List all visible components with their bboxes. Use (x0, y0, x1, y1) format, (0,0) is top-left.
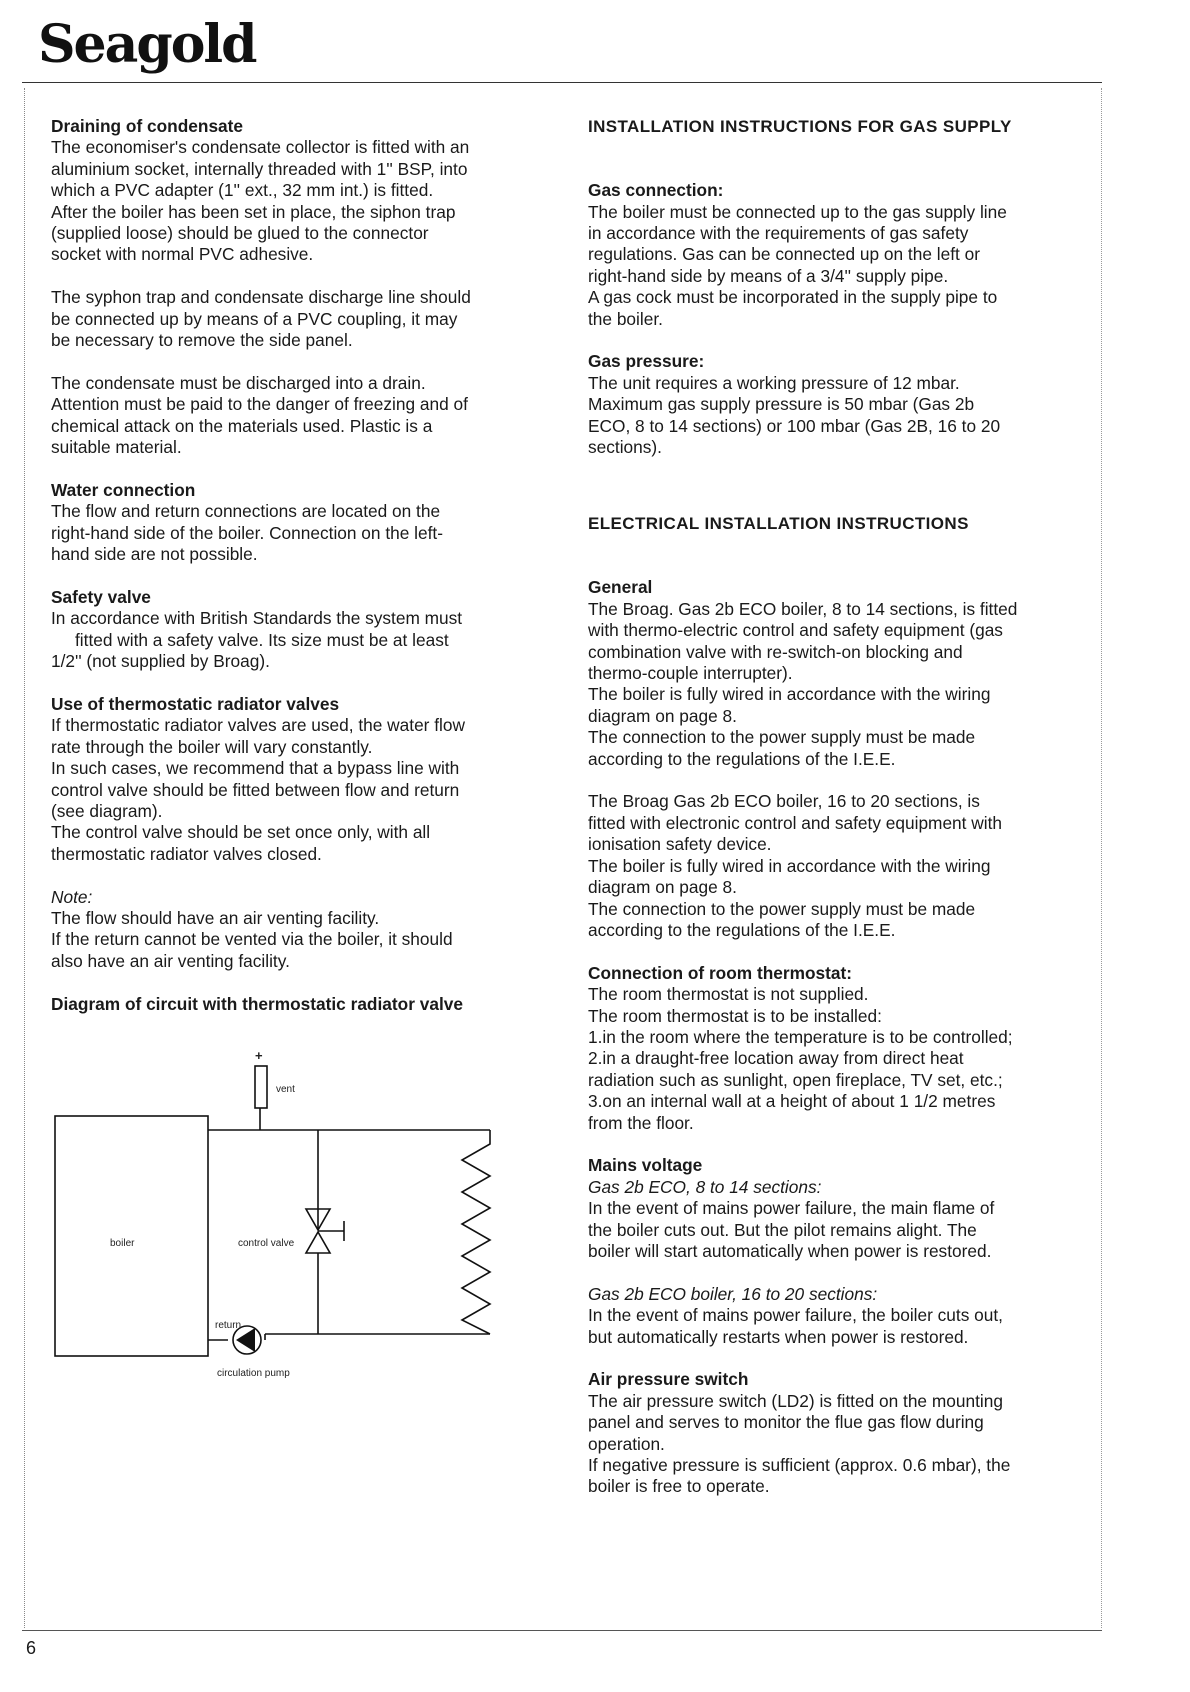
gas-pressure-section (588, 351, 1083, 458)
room-thermostat-title: Connection of room thermostat: (588, 962, 853, 983)
vent-plus-label: + (255, 1048, 263, 1063)
text-line: The unit requires a working pressure of 12 mbar. (588, 372, 960, 393)
control-valve-lower (306, 1232, 330, 1253)
text-line: In accordance with British Standards the system must (51, 608, 463, 629)
text-line: 2.in a draught-free location away from direct heat (588, 1048, 964, 1069)
text-line: be connected up by means of a PVC coupling, it may (51, 308, 458, 329)
text-line: chemical attack on the materials used. Plastic is a (51, 415, 433, 436)
note-section (51, 887, 546, 973)
draining-title: Draining of condensate (51, 116, 244, 136)
text-line: fitted with electronic control and safety equipment with (588, 812, 1003, 833)
text-line: In the event of mains power failure, the main flame of (588, 1198, 995, 1219)
text-line: right-hand side by means of a 3/4'' supply pipe. (588, 265, 949, 286)
text-line: The economiser's condensate collector is fitted with an (51, 137, 470, 158)
text-line: from the floor. (588, 1112, 694, 1133)
text-line: rate through the boiler will vary constantly. (51, 736, 373, 757)
text-line: The Broag Gas 2b ECO boiler, 16 to 20 sections, is (588, 791, 980, 812)
text-line: The room thermostat is not supplied. (588, 984, 869, 1005)
return-label: return (215, 1320, 242, 1331)
text-line: boiler will start automatically when power is restored. (588, 1240, 992, 1261)
text-line: The connection to the power supply must be made (588, 727, 976, 748)
text-line: in accordance with the requirements of gas safety (588, 223, 969, 243)
text-line: sections). (588, 437, 662, 458)
footer-rule (22, 1630, 1102, 1631)
text-line: The syphon trap and condensate discharge line should (51, 287, 471, 308)
text-line: operation. (588, 1433, 665, 1454)
header-rule (22, 82, 1102, 83)
gas-connection-section (588, 180, 1083, 330)
control-valve-label: control valve (238, 1238, 295, 1249)
text-line: In the event of mains power failure, the boiler cuts out, (588, 1305, 1003, 1326)
text-line: 1/2'' (not supplied by Broag). (51, 651, 270, 672)
text-line: If the return cannot be vented via the boiler, it should (51, 929, 453, 950)
radiator-coil (462, 1130, 490, 1334)
text-line: according to the regulations of the I.E.E. (588, 919, 896, 940)
text-line: regulations. Gas can be connected up on the left or (588, 244, 980, 265)
text-line: diagram on page 8. (588, 705, 737, 726)
note-label: Note: (51, 886, 93, 907)
text-line: A gas cock must be incorporated in the supply pipe to (588, 287, 998, 308)
text-line: radiation such as sunlight, open fireplace, TV set, etc.; (588, 1069, 1003, 1090)
text-line: aluminium socket, internally threaded with 1'' BSP, into (51, 158, 468, 179)
text-line: Attention must be paid to the danger of freezing and of (51, 394, 468, 415)
text-line: The air pressure switch (LD2) is fitted on the mounting (588, 1390, 1003, 1411)
text-line: The boiler is fully wired in accordance with the wiring (588, 855, 991, 876)
text-line: The Broag. Gas 2b ECO boiler, 8 to 14 sections, is fitted (588, 598, 1018, 619)
page-number: 6 (26, 1638, 37, 1658)
text-line: If negative pressure is sufficient (approx. 0.6 mbar), the (588, 1455, 1011, 1475)
gas-connection-title: Gas connection: (588, 180, 724, 201)
mains-voltage-section (588, 1155, 1083, 1348)
boiler-box (55, 1116, 208, 1356)
water-connection-section (51, 480, 546, 566)
text-line: ECO, 8 to 14 sections) or 100 mbar (Gas 2B, 16 to 20 (588, 415, 1001, 436)
text-line: The flow should have an air venting facility. (51, 907, 380, 928)
text-line: with thermo-electric control and safety equipment (gas (588, 620, 1003, 641)
boiler-label: boiler (110, 1238, 135, 1249)
text-line: the boiler. (588, 308, 663, 329)
water-connection-title: Water connection (51, 479, 196, 500)
text-line: The boiler must be connected up to the gas supply line (588, 201, 1007, 222)
text-line: thermo-couple interrupter). (588, 663, 793, 684)
text-line: control valve should be fitted between flow and return (51, 779, 460, 800)
text-line: the boiler cuts out. But the pilot remains alight. The (588, 1219, 977, 1240)
text-line: After the boiler has been set in place, the siphon trap (51, 201, 456, 222)
safety-valve-title: Safety valve (51, 586, 151, 607)
text-line: be necessary to remove the side panel. (51, 330, 353, 351)
page-border-right (1101, 88, 1102, 1628)
vent-body (255, 1066, 267, 1108)
text-line: also have an air venting facility. (51, 950, 290, 971)
text-line: The flow and return connections are located on the (51, 501, 441, 522)
mains-voltage-title: Mains voltage (588, 1155, 703, 1176)
text-line: If thermostatic radiator valves are used, the water flow (51, 715, 465, 736)
text-line: The connection to the power supply must be made (588, 898, 976, 919)
diagram-title: Diagram of circuit with thermostatic radiator valve (51, 993, 463, 1014)
text-line: right-hand side of the boiler. Connection on the left- (51, 522, 443, 543)
text-line: which a PVC adapter (1'' ext., 32 mm int.) is fitted. (51, 180, 434, 201)
text-line: diagram on page 8. (588, 877, 737, 898)
thermostatic-valves-title: Use of thermostatic radiator valves (51, 693, 340, 714)
draining-section (51, 116, 546, 458)
brand-logo: Seagold (38, 14, 256, 75)
circulation-pump-label: circulation pump (217, 1368, 290, 1379)
text-line: The control valve should be set once only, with all (51, 822, 431, 843)
text-line: fitted with a safety valve. Its size must be at least (75, 629, 449, 650)
safety-valve-section (51, 587, 546, 673)
text-line: The condensate must be discharged into a drain. (51, 372, 426, 393)
electrical-heading: ELECTRICAL INSTALLATION INSTRUCTIONS (588, 514, 969, 534)
text-line: (see diagram). (51, 800, 163, 821)
text-line: panel and serves to monitor the flue gas flow during (588, 1412, 984, 1433)
room-thermostat-section (588, 963, 1083, 1134)
thermostatic-valves-section (51, 694, 546, 865)
gas-pressure-title: Gas pressure: (588, 351, 705, 372)
text-line: The boiler is fully wired in accordance with the wiring (588, 684, 991, 705)
text-line: but automatically restarts when power is restored. (588, 1326, 969, 1347)
general-title: General (588, 577, 653, 598)
text-line: hand side are not possible. (51, 544, 258, 565)
circuit-diagram-svg (50, 1044, 550, 1384)
text-line: suitable material. (51, 437, 182, 458)
right-column (588, 116, 1083, 1498)
text-line: 1.in the room where the temperature is to be controlled; (588, 1026, 1013, 1047)
text-line: ionisation safety device. (588, 834, 772, 855)
gas-supply-heading: INSTALLATION INSTRUCTIONS FOR GAS SUPPLY (588, 117, 1012, 136)
air-pressure-section (588, 1369, 1083, 1497)
left-column (51, 116, 546, 1015)
text-line: Maximum gas supply pressure is 50 mbar (Gas 2b (588, 394, 975, 415)
text-line: thermostatic radiator valves closed. (51, 843, 322, 864)
text-line: 3.on an internal wall at a height of about 1 1/2 metres (588, 1091, 996, 1112)
text-line: according to the regulations of the I.E.E. (588, 748, 896, 769)
mains-subtitle-16-20: Gas 2b ECO boiler, 16 to 20 sections: (588, 1283, 878, 1304)
vent-label: vent (276, 1084, 295, 1095)
mains-subtitle-8-14: Gas 2b ECO, 8 to 14 sections: (588, 1176, 822, 1197)
page-border-left (24, 88, 25, 1628)
text-line: boiler is free to operate. (588, 1476, 770, 1497)
text-line: socket with normal PVC adhesive. (51, 244, 314, 265)
air-pressure-title: Air pressure switch (588, 1369, 749, 1390)
circuit-diagram (50, 1044, 550, 1384)
text-line: (supplied loose) should be glued to the connector (51, 223, 429, 244)
text-line: The room thermostat is to be installed: (588, 1005, 882, 1026)
circulation-pump-triangle (236, 1328, 255, 1352)
text-line: In such cases, we recommend that a bypass line with (51, 758, 460, 779)
general-section (588, 577, 1083, 941)
text-line: combination valve with re-switch-on blocking and (588, 641, 963, 662)
